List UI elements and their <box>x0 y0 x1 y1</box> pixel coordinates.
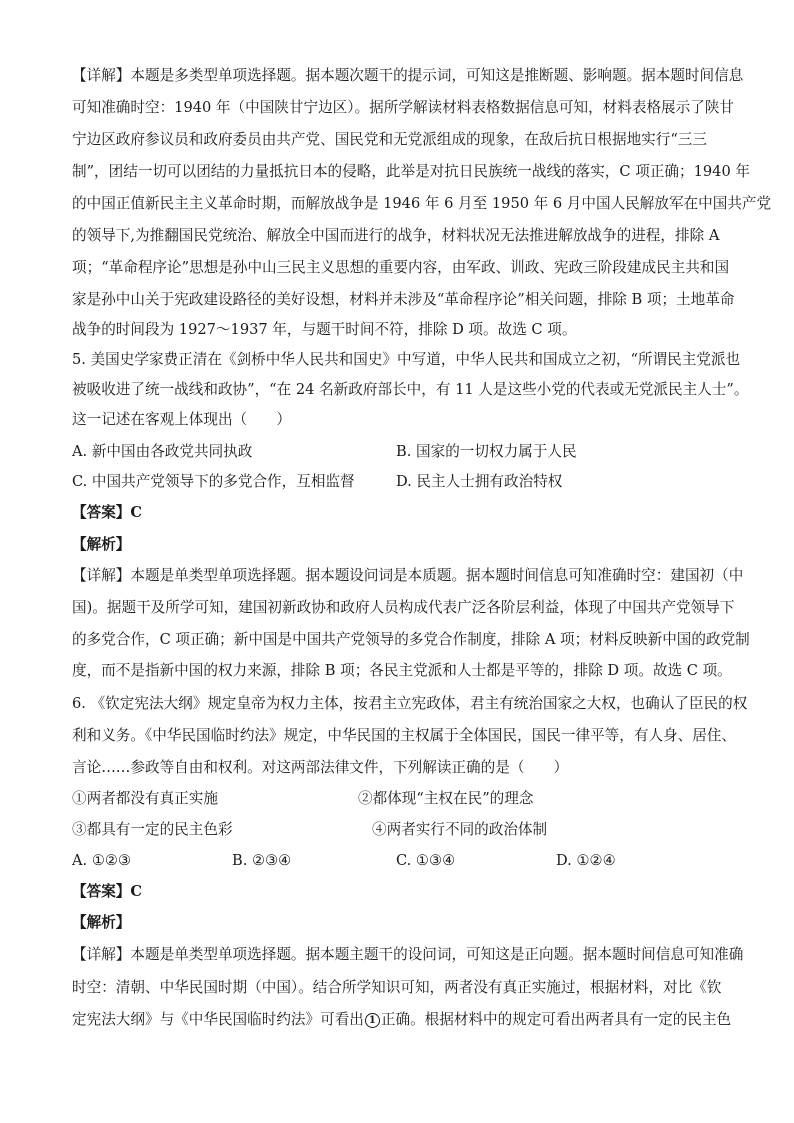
option-b: B. ②③④ <box>232 852 292 869</box>
text-line: 家是孙中山关于宪政建设路径的美好设想，材料并未涉及“革命程序论”相关问题，排除 B 项；土地革命 <box>72 291 735 308</box>
option-c: C. 中国共产党领导下的多党合作，互相监督 <box>72 473 355 490</box>
question-stem-line: 5. 美国史学家费正清在《剑桥中华人民共和国史》中写道，中华人民共和国成立之初，“所谓民主党派也 <box>72 351 741 368</box>
detail-line: 国)。据题干及所学可知，建国初新政协和政府人员构成代表广泛各阶层利益，体现了中国共产党领导下 <box>72 599 735 616</box>
text-line: 宁边区政府参议员和政府委员由共产党、国民党和无党派组成的现象，在敌后抗日根据地实行“三三 <box>72 131 707 148</box>
option-d: D. 民主人士拥有政治特权 <box>396 473 563 490</box>
answer-label: 【答案】C <box>72 504 142 521</box>
analysis-label: 【解析】 <box>72 536 131 553</box>
text-line: 制”，团结一切可以团结的力量抵抗日本的侵略，此举是对抗日民族统一战线的落实，C 项正确；1940 年 <box>72 163 750 180</box>
detail-line: 时空：清朝、中华民国时期（中国）。结合所学知识可知，两者没有真正实施过，根据材料，对比《钦 <box>72 979 722 996</box>
question-stem-line: 被吸收进了统一战线和政协”，“在 24 名新政府部长中，有 11 人是这些小党的代表或无党派民主人士”。 <box>72 381 749 398</box>
statement-2: ②都体现“主权在民”的理念 <box>358 790 534 807</box>
detail-text: 正确。根据材料中的规定可看出两者具有一定的民主色 <box>380 1011 732 1028</box>
detail-line: 【详解】本题是单类型单项选择题。据本题主题干的设问词，可知这是正向题。据本题时间信息可知准确 <box>72 946 744 963</box>
question-stem-line: 利和义务。《中华民国临时约法》规定，中华民国的主权属于全体国民，国民一律平等，有人身、居住、 <box>72 727 737 744</box>
statement-4: ④两者实行不同的政治体制 <box>372 821 548 838</box>
question-stem-line: 6. 《钦定宪法大纲》规定皇帝为权力主体，按君主立宪政体，君主有统治国家之大权，也确认了臣民的权 <box>72 695 748 712</box>
option-d: D. ①②④ <box>556 852 616 869</box>
detail-line: 【详解】本题是单类型单项选择题。据本题设问词是本质题。据本题时间信息可知准确时空：建国初（中 <box>72 567 744 584</box>
text-line: 【详解】本题是多类型单项选择题。据本题次题干的提示词，可知这是推断题、影响题。据本题时间信息 <box>72 67 744 84</box>
detail-line: 的多党合作，C 项正确；新中国是中国共产党领导的多党合作制度，排除 A 项；材料反映新中国的政党制 <box>72 631 750 648</box>
text-line: 的中国正值新民主主义革命时期，而解放战争是 1946 年 6 月至 1950 年 6 月中国人民解放军在中国共产党 <box>72 195 772 212</box>
text-line: 可知准确时空：1940 年（中国陕甘宁边区）。据所学解读材料表格数据信息可知，材料表格展示了陕甘 <box>72 99 735 116</box>
answer-label: 【答案】C <box>72 883 142 900</box>
text-line: 项；“革命程序论”思想是孙中山三民主义思想的重要内容，由军政、训政、宪政三阶段建成民主共和国 <box>72 259 730 276</box>
question-stem-line: 言论……参政等自由和权利。对这两部法律文件，下列解读正确的是（ ） <box>72 759 569 776</box>
statement-3: ③都具有一定的民主色彩 <box>72 821 233 838</box>
option-a: A. 新中国由各政党共同执政 <box>72 443 253 460</box>
text-line: 的领导下,为推翻国民党统治、解放全中国而进行的战争，材料状况无法推进解放战争的进程，排除 A <box>72 227 720 244</box>
question-stem-line: 这一记述在客观上体现出（ ） <box>72 411 291 428</box>
option-a: A. ①②③ <box>72 852 132 869</box>
circled-number-mark: 1 <box>365 1013 380 1028</box>
detail-line: 度，而不是指新中国的权力来源，排除 B 项；各民主党派和人士都是平等的，排除 D 项。故选 C 项。 <box>72 662 732 679</box>
option-c: C. ①③④ <box>396 852 456 869</box>
option-b: B. 国家的一切权力属于人民 <box>396 443 577 460</box>
analysis-label: 【解析】 <box>72 914 131 931</box>
detail-text: 定宪法大纲》与《中华民国临时约法》可看出 <box>72 1011 364 1028</box>
detail-line-last <box>72 1010 732 1030</box>
text-line: 战争的时间段为 1927～1937 年，与题干时间不符，排除 D 项。故选 C 项。 <box>72 321 577 338</box>
statement-1: ①两者都没有真正实施 <box>72 790 218 807</box>
